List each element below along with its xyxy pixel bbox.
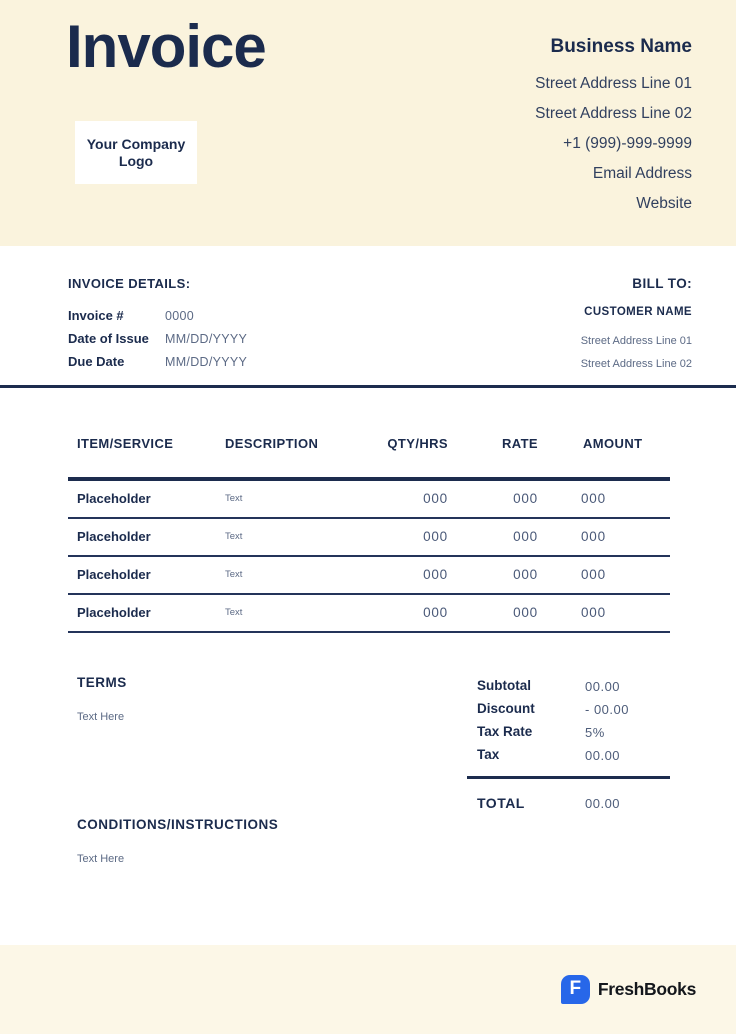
items-table-header [68,436,670,477]
lower-section [68,675,670,865]
business-info [535,36,692,219]
tax-rate-row [467,721,670,744]
footer-band [0,945,736,1034]
business-email: Email Address [592,165,692,182]
tax-label: Tax [477,746,500,762]
page-title: Invoice [66,13,266,80]
tax-rate-value: 5% [585,724,605,740]
item-service-cell: Placeholder [77,491,151,506]
header-band [0,0,736,246]
due-date-row [68,350,247,373]
discount-label: Discount [477,700,535,716]
conditions-heading: CONDITIONS/INSTRUCTIONS [77,816,279,832]
bill-to-heading: BILL TO: [632,276,692,291]
company-logo-placeholder [75,121,197,184]
column-header-item-service: ITEM/SERVICE [77,436,174,451]
column-header-rate: RATE [501,436,538,451]
business-address-line-2: Street Address Line 02 [535,105,692,122]
conditions-text: Text Here [77,852,125,865]
discount-value: - 00.00 [585,701,629,717]
table-row [68,557,670,595]
date-of-issue-value: MM/DD/YYYY [165,331,248,346]
invoice-details-block [68,276,247,385]
invoice-details-heading: INVOICE DETAILS: [68,276,191,291]
notes-column [68,675,398,865]
total-divider [467,776,670,780]
terms-text: Text Here [77,710,125,723]
description-cell: Text [225,607,243,618]
invoice-number-row [68,304,247,327]
customer-address-line-2: Street Address Line 02 [580,358,692,370]
qty-hrs-cell: 000 [423,491,448,506]
freshbooks-icon-letter: F [569,978,582,999]
rate-cell: 000 [513,605,538,620]
section-divider [0,385,736,388]
company-logo-text: Your Company Logo [86,135,186,169]
freshbooks-brand-name: FreshBooks [597,979,696,999]
subtotal-value: 00.00 [585,678,621,694]
description-cell: Text [225,569,243,580]
bill-to-block [581,276,692,385]
tax-rate-label: Tax Rate [477,723,533,739]
due-date-value: MM/DD/YYYY [165,354,248,369]
date-of-issue-row [68,327,247,350]
discount-row [467,698,670,721]
total-label: TOTAL [477,795,525,811]
freshbooks-logo-icon [561,975,590,1004]
amount-cell: 000 [581,605,606,620]
item-service-cell: Placeholder [77,529,151,544]
column-header-qty-hrs: QTY/HRS [387,436,448,451]
items-table [68,436,670,633]
qty-hrs-cell: 000 [423,567,448,582]
rate-cell: 000 [513,529,538,544]
total-row [467,795,670,813]
column-header-amount: AMOUNT [583,436,643,451]
table-row [68,481,670,519]
tax-row [467,744,670,767]
amount-cell: 000 [581,491,606,506]
total-value: 00.00 [585,796,621,811]
qty-hrs-cell: 000 [423,529,448,544]
business-address-line-1: Street Address Line 01 [535,75,692,92]
subtotal-row [467,675,670,698]
customer-address-line-1: Street Address Line 01 [580,335,692,347]
summary-block [467,675,670,865]
terms-heading: TERMS [77,674,127,690]
item-service-cell: Placeholder [77,605,151,620]
column-header-description: DESCRIPTION [225,436,319,451]
tax-value: 00.00 [585,747,621,763]
description-cell: Text [225,493,243,504]
rate-cell: 000 [513,567,538,582]
details-section [0,246,736,385]
business-website: Website [636,195,692,212]
customer-name: CUSTOMER NAME [584,306,692,318]
amount-cell: 000 [581,567,606,582]
freshbooks-logo[interactable] [561,975,696,1004]
date-of-issue-label: Date of Issue [68,331,149,346]
invoice-number-value: 0000 [165,308,195,323]
invoice-number-label: Invoice # [68,308,124,323]
qty-hrs-cell: 000 [423,605,448,620]
table-row [68,519,670,557]
description-cell: Text [225,531,243,542]
business-phone: +1 (999)-999-9999 [563,135,692,152]
item-service-cell: Placeholder [77,567,151,582]
subtotal-label: Subtotal [477,677,531,693]
amount-cell: 000 [581,529,606,544]
due-date-label: Due Date [68,354,125,369]
table-row [68,595,670,633]
business-name: Business Name [550,36,692,57]
rate-cell: 000 [513,491,538,506]
